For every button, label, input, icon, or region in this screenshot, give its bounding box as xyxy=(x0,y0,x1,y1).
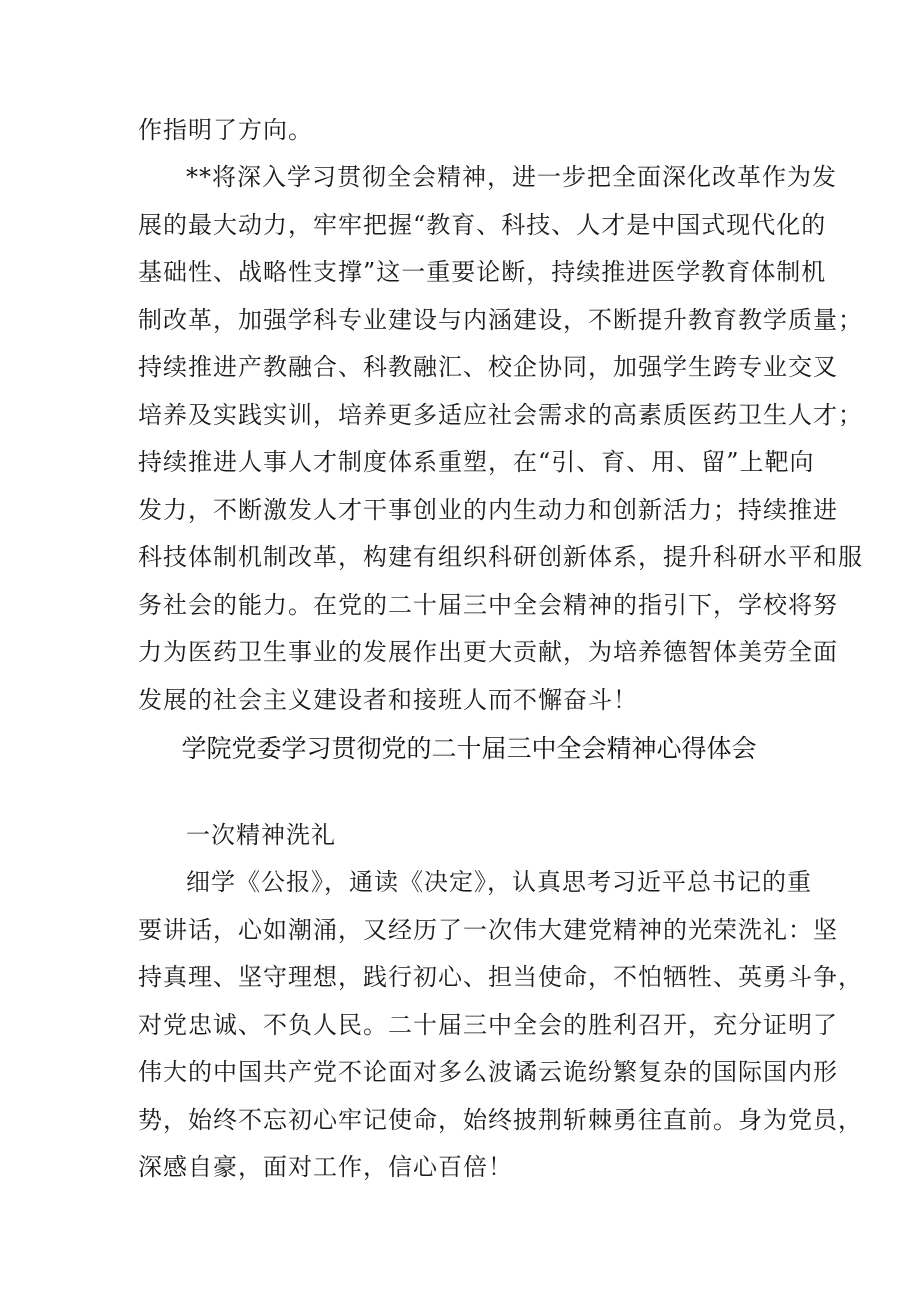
paragraph-line: 基础性、战略性支撑”这一重要论断，持续推进医学教育体制机 xyxy=(138,258,827,286)
paragraph-line: 伟大的中国共产党不论面对多么波谲云诡纷繁复杂的国际国内形 xyxy=(138,1058,838,1086)
paragraph-line: 细学《公报》，通读《决定》，认真思考习近平总书记的重 xyxy=(186,868,812,896)
paragraph-line: 深感自豪，面对工作，信心百倍！ xyxy=(138,1153,513,1181)
paragraph-line: 科技体制机制改革，构建有组织科研创新体系，提升科研水平和服 xyxy=(138,543,863,571)
paragraph-line: 务社会的能力。在党的二十届三中全会精神的指引下，学校将努 xyxy=(138,591,838,619)
paragraph-line: 对党忠诚、不负人民。二十届三中全会的胜利召开，充分证明了 xyxy=(138,1011,838,1039)
paragraph-line: 要讲话，心如潮涌，又经历了一次伟大建党精神的光荣洗礼：坚 xyxy=(138,916,838,944)
paragraph-line: 作指明了方向。 xyxy=(138,116,313,144)
paragraph-line: 持真理、坚守理想，践行初心、担当使命，不怕牺牲、英勇斗争， xyxy=(138,963,863,991)
section-title: 学院党委学习贯彻党的二十届三中全会精神心得体会 xyxy=(181,734,757,763)
paragraph-line: 制改革，加强学科专业建设与内涵建设，不断提升教育教学质量； xyxy=(138,306,863,334)
section-subtitle: 一次精神洗礼 xyxy=(186,821,336,849)
paragraph-line: 力为医药卫生事业的发展作出更大贡献，为培养德智体美劳全面 xyxy=(138,638,838,666)
paragraph-line: 展的最大动力，牢牢把握“教育、科技、人才是中国式现代化的 xyxy=(138,211,827,239)
paragraph-line: 持续推进人事人才制度体系重塑，在“引、育、用、留”上靶向 xyxy=(138,448,815,476)
paragraph-line: **将深入学习贯彻全会精神，进一步把全面深化改革作为发 xyxy=(186,163,837,191)
paragraph-line: 势，始终不忘初心牢记使命，始终披荆斩棘勇往直前。身为党员， xyxy=(138,1106,863,1134)
paragraph-line: 持续推进产教融合、科教融汇、校企协同，加强学生跨专业交叉 xyxy=(138,353,838,381)
paragraph-line: 培养及实践实训，培养更多适应社会需求的高素质医药卫生人才； xyxy=(138,401,863,429)
paragraph-line: 发展的社会主义建设者和接班人而不懈奋斗！ xyxy=(138,686,638,714)
paragraph-line: 发力，不断激发人才干事创业的内生动力和创新活力；持续推进 xyxy=(138,496,838,524)
